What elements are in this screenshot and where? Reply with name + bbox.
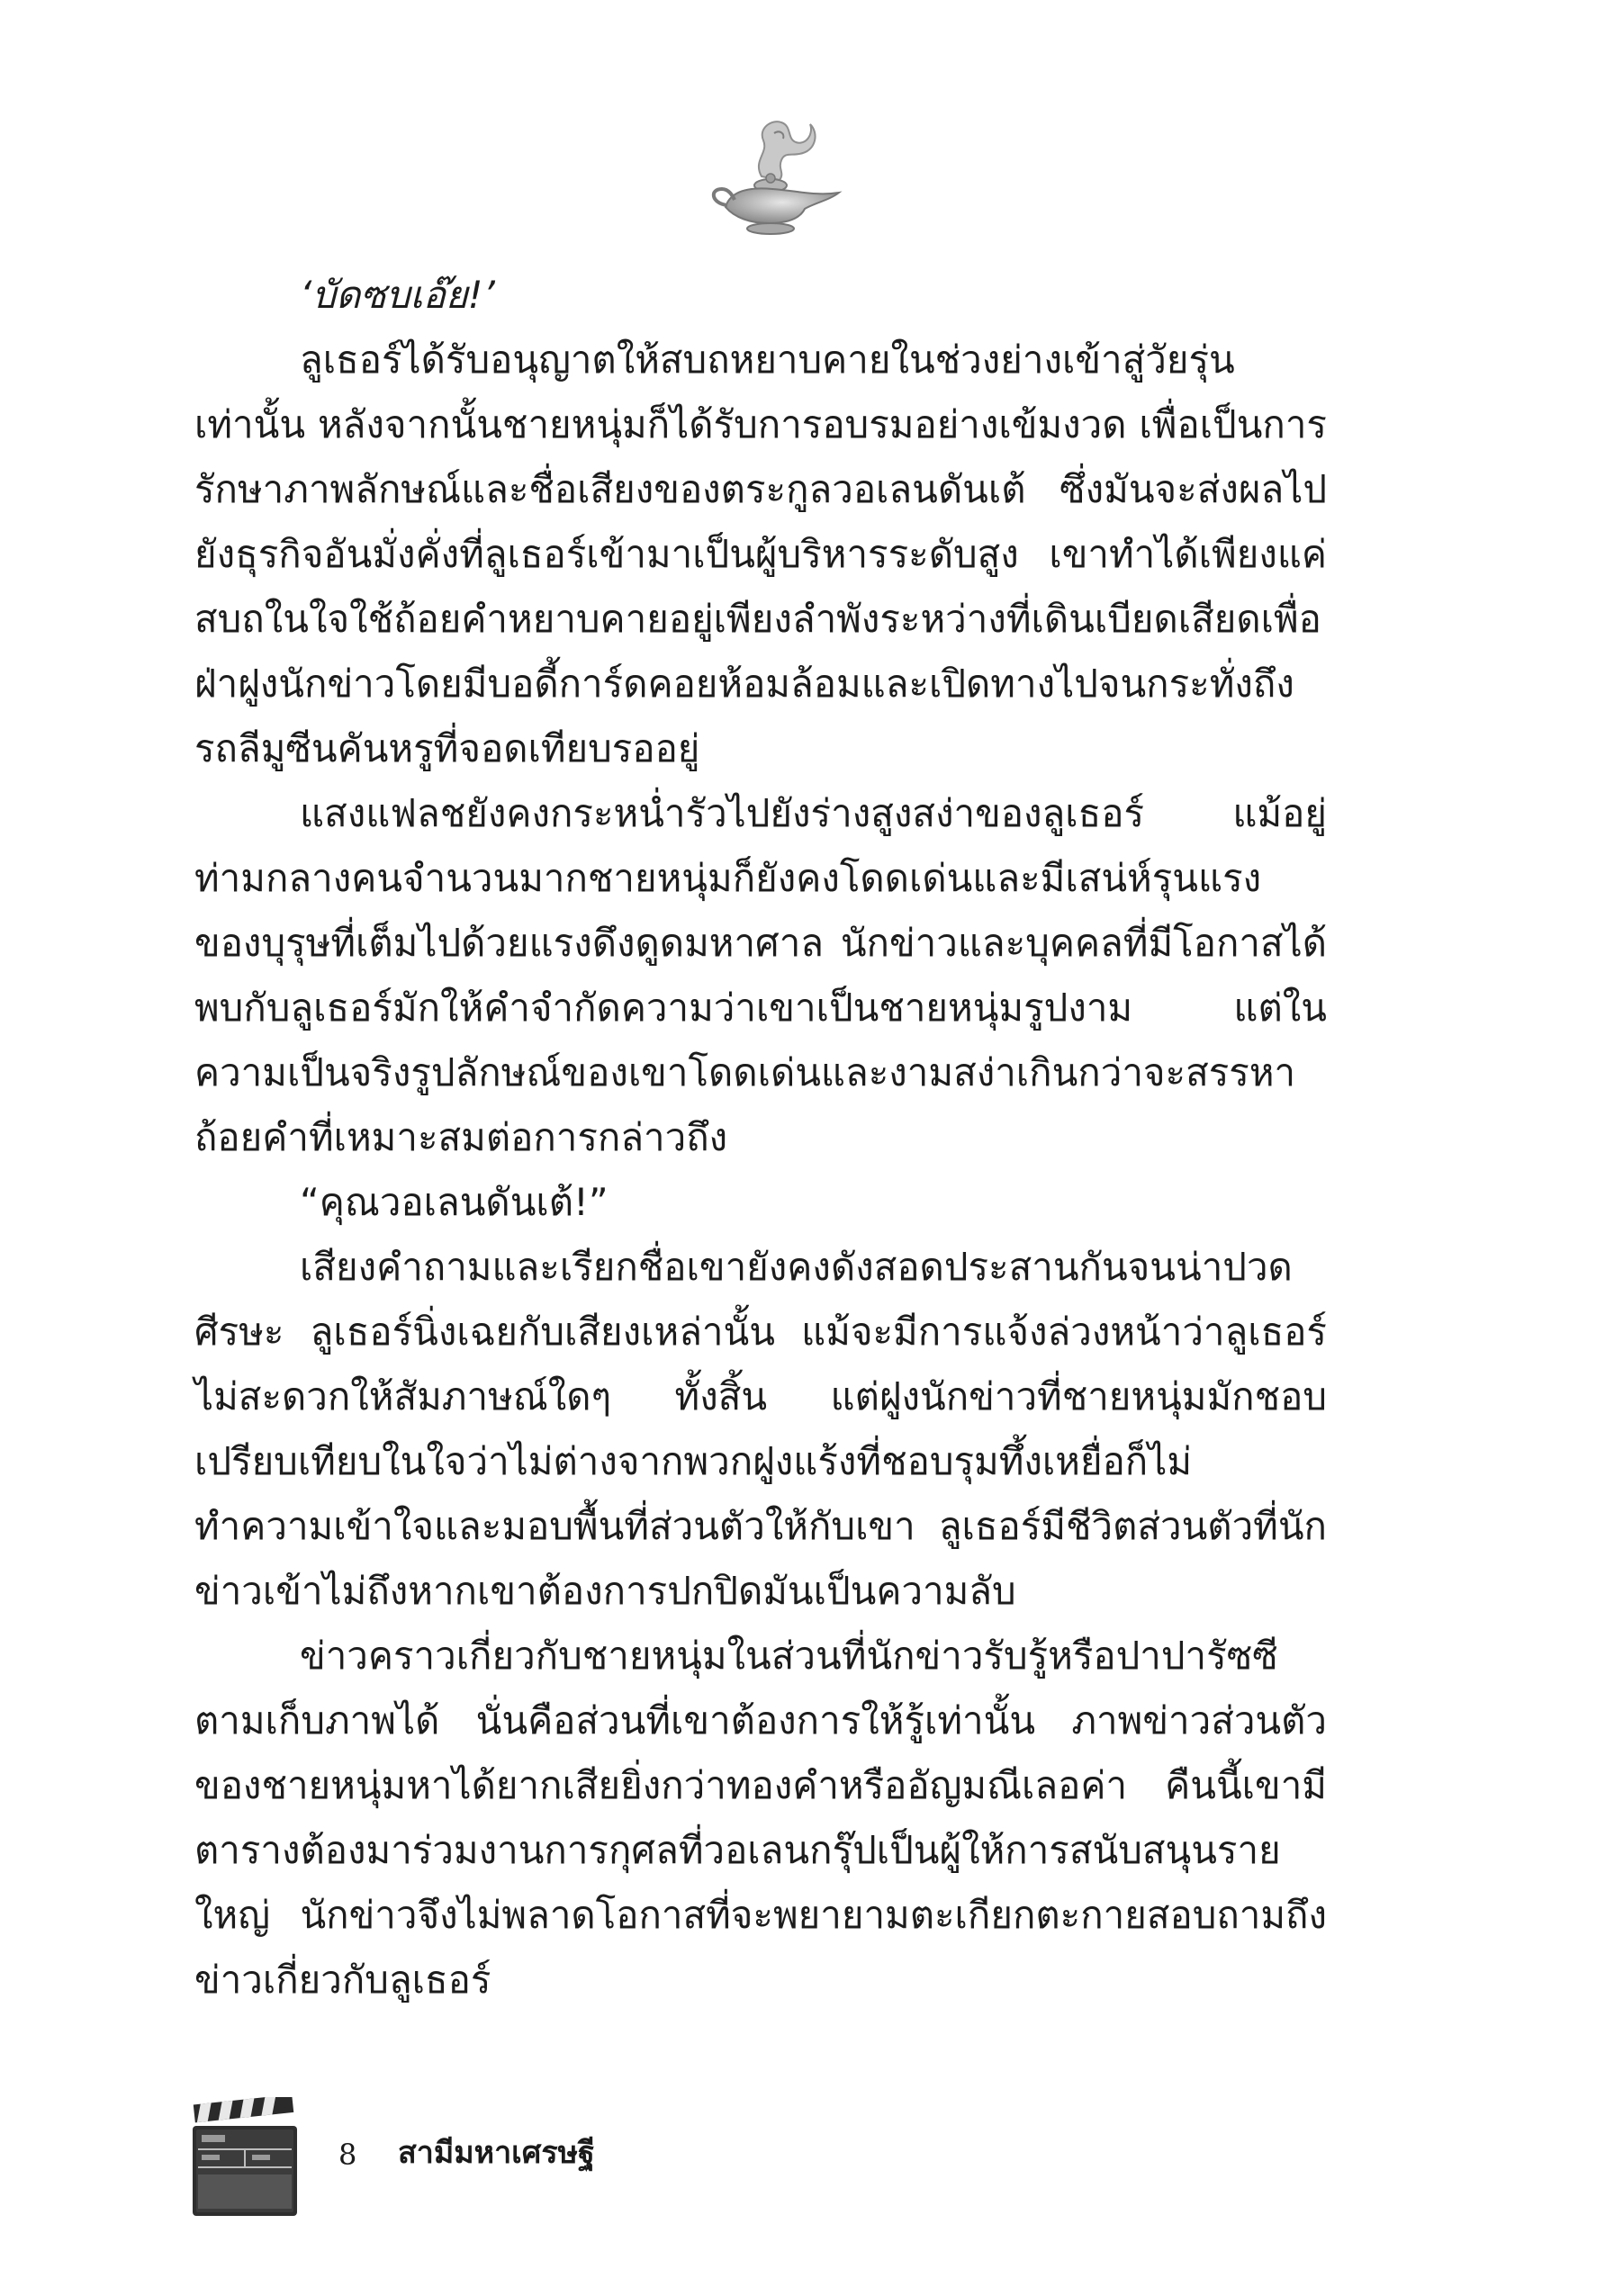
genie-lamp-icon [699,106,852,241]
page-footer [189,2097,909,2223]
body-text [194,263,1327,2063]
book-title: สามีมหาเศรษฐี [398,2135,595,2171]
paragraph: ลูเธอร์ได้รับอนุญาตให้สบถหยาบคายในช่วงย่างเข้าสู่วัยรุ่นเท่านั้น หลังจากนั้นชายหนุ่มก็ได้รับการอบรมอย่างเข้มงวด เพื่อเป็นการรักษาภาพลักษณ์และชื่อเสียงของตระกูลวอเลนดันเต้ ซึ่งมันจะส่งผลไปยังธุรกิจอันมั่งคั่งที่ลูเธอร์เข้ามาเป็นผู้บริหารระดับสูง เขาทำได้เพียงแค่สบถในใจใช้ถ้อยคำหยาบคายอยู่เพียงลำพังระหว่างที่เดินเบียดเสียดเพื่อฝ่าฝูงนักข่าวโดยมีบอดี้การ์ดคอยห้อมล้อมและเปิดทางไปจนกระทั่งถึงรถลีมูซีนคันหรูที่จอดเทียบรออยู่ [194,338,1327,770]
paragraph: ข่าวคราวเกี่ยวกับชายหนุ่มในส่วนที่นักข่าวรับรู้หรือปาปารัซซีตามเก็บภาพได้ นั่นคือส่วนที่เขาต้องการให้รู้เท่านั้น ภาพข่าวส่วนตัวของชายหนุ่มหาได้ยากเสียยิ่งกว่าทองคำหรืออัญมณีเลอค่า คืนนี้เขามีตารางต้องมาร่วมงานการกุศลที่วอเลนกรุ๊ปเป็นผู้ให้การสนับสนุนรายใหญ่ นักข่าวจึงไม่พลาดโอกาสที่จะพยายามตะเกียกตะกายสอบถามถึงข่าวเกี่ยวกับลูเธอร์ [194,1634,1327,2002]
opening-line: ‘บัดซบเอ๊ย!’ [300,273,495,317]
film-clapperboard-icon [189,2097,302,2219]
paragraph: แสงแฟลชยังคงกระหน่ำรัวไปยังร่างสูงสง่าของลูเธอร์ แม้อยู่ท่ามกลางคนจำนวนมากชายหนุ่มก็ยังคงโดดเด่นและมีเสน่ห์รุนแรงของบุรุษที่เต็มไปด้วยแรงดึงดูดมหาศาล นักข่าวและบุคคลที่มีโอกาสได้พบกับลูเธอร์มักให้คำจำกัดความว่าเขาเป็นชายหนุ่มรูปงาม แต่ในความเป็นจริงรูปลักษณ์ของเขาโดดเด่นและงามสง่าเกินกว่าจะสรรหาถ้อยคำที่เหมาะสมต่อการกล่าวถึง [194,791,1327,1159]
paragraph: เสียงคำถามและเรียกชื่อเขายังคงดังสอดประสานกันจนน่าปวดศีรษะ ลูเธอร์นิ่งเฉยกับเสียงเหล่านั้น แม้จะมีการแจ้งล่วงหน้าว่าลูเธอร์ไม่สะดวกให้สัมภาษณ์ใดๆ ทั้งสิ้น แต่ฝูงนักข่าวที่ชายหนุ่มมักชอบเปรียบเทียบในใจว่าไม่ต่างจากพวกฝูงแร้งที่ชอบรุมทึ้งเหยื่อก็ไม่ทำความเข้าใจและมอบพื้นที่ส่วนตัวให้กับเขา ลูเธอร์มีชีวิตส่วนตัวที่นักข่าวเข้าไม่ถึงหากเขาต้องการปกปิดมันเป็นความลับ [194,1245,1327,1613]
dialogue-quote: “คุณวอเลนดันเต้!” [300,1180,609,1224]
page-number: 8 [338,2138,357,2172]
